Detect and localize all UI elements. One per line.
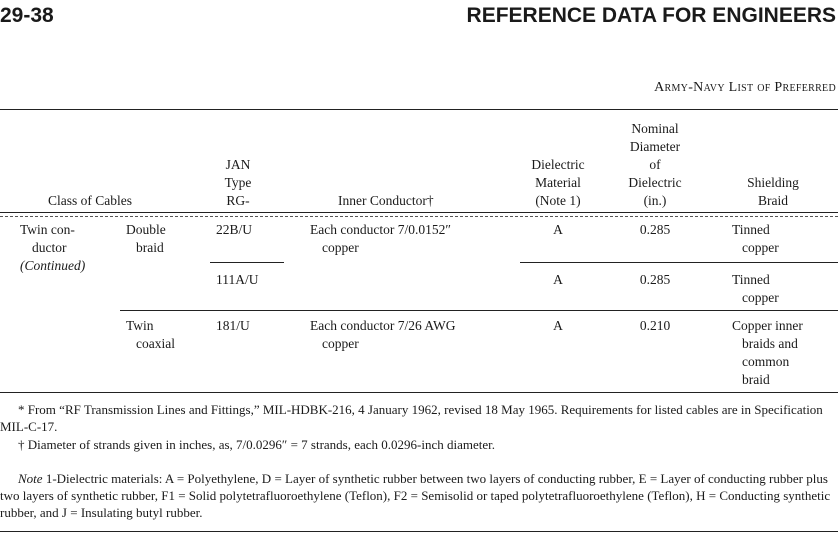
row2-material: A <box>553 272 563 287</box>
footnote-dagger: † Diameter of strands given in inches, as, 7/0.0296″ = 7 strands, each 0.0296-inch diameter. <box>18 437 496 452</box>
page-number: 29-38 <box>0 4 54 27</box>
col-header-diel-2: Material <box>535 175 581 190</box>
col-header-nom-5: (in.) <box>643 193 667 208</box>
header-bottom-rule <box>0 212 838 213</box>
col-header-shield-1: Shielding <box>747 175 799 190</box>
row2-shield-2: copper <box>742 290 779 305</box>
group-label-line1: Twin con- <box>20 222 75 237</box>
note-label: Note <box>18 471 43 486</box>
row3-shield-3: common <box>742 354 790 369</box>
note-text: 1-Dielectric materials: A = Polyethylene, D = Layer of synthetic rubber between two layers of conducting rubber, E = Layer of conducting rubber plus two layers of synthetic rubber, F1 = Solid polytetrafluoroethylene (Teflon), F2 = Semisolid or taped polytetrafluoroethylene (Teflon), H = Conducting synthetic rubber, and J = Insulating butyl rubber. <box>0 471 831 520</box>
col-header-shield-2: Braid <box>758 193 788 208</box>
table-bottom-rule <box>0 392 838 393</box>
row2-rule-right <box>520 262 838 263</box>
row1-inner-1: Each conductor 7/0.0152″ <box>310 222 451 237</box>
col-header-jan-2: Type <box>224 175 252 190</box>
col-header-nom-3: of <box>649 157 661 172</box>
table-top-rule <box>0 109 838 110</box>
row3-shield-1: Copper inner <box>732 318 803 333</box>
row1-subclass-2: braid <box>136 240 164 255</box>
row2-rule-rg <box>210 262 284 263</box>
row3-shield-2: braids and <box>742 336 798 351</box>
row3-rule <box>120 310 838 311</box>
header-dashed-rule <box>0 216 838 217</box>
row3-material: A <box>553 318 563 333</box>
col-header-nom-4: Dielectric <box>628 175 682 190</box>
col-header-diel-1: Dielectric <box>531 157 585 172</box>
row3-rg: 181/U <box>216 318 250 333</box>
col-header-class: Class of Cables <box>48 193 132 208</box>
row1-diameter: 0.285 <box>639 222 671 237</box>
footnote-note <box>0 470 836 521</box>
row1-shield-2: copper <box>742 240 779 255</box>
row3-inner-1: Each conductor 7/26 AWG <box>310 318 456 333</box>
row1-inner-2: copper <box>322 240 359 255</box>
page-bottom-rule <box>0 531 838 532</box>
row3-shield-4: braid <box>742 372 770 387</box>
running-header: REFERENCE DATA FOR ENGINEERS <box>466 4 836 27</box>
row2-diameter: 0.285 <box>639 272 671 287</box>
row2-rg: 111A/U <box>216 272 259 287</box>
col-header-jan-3: RG- <box>226 193 250 208</box>
group-label-line3: (Continued) <box>20 258 86 273</box>
col-header-jan-1: JAN <box>225 157 251 172</box>
row3-inner-2: copper <box>322 336 359 351</box>
table-title: Army-Navy List of Preferred <box>654 80 836 95</box>
group-label-line2: ductor <box>32 240 67 255</box>
footnote-star: * From “RF Transmission Lines and Fittings,” MIL-HDBK-216, 4 January 1962, revised 18 May 1965. Requirements for listed cables are in Specification MIL-C-17. <box>0 402 823 434</box>
row1-rg: 22B/U <box>216 222 253 237</box>
row3-diameter: 0.210 <box>639 318 671 333</box>
col-header-nom-1: Nominal <box>631 121 679 136</box>
row1-material: A <box>553 222 563 237</box>
row1-shield-1: Tinned <box>732 222 770 237</box>
row1-subclass-1: Double <box>126 222 166 237</box>
col-header-nom-2: Diameter <box>629 139 681 154</box>
col-header-inner: Inner Conductor† <box>338 193 434 208</box>
row3-subclass-1: Twin <box>126 318 154 333</box>
row3-subclass-2: coaxial <box>136 336 175 351</box>
col-header-diel-3: (Note 1) <box>535 193 581 208</box>
row2-shield-1: Tinned <box>732 272 770 287</box>
